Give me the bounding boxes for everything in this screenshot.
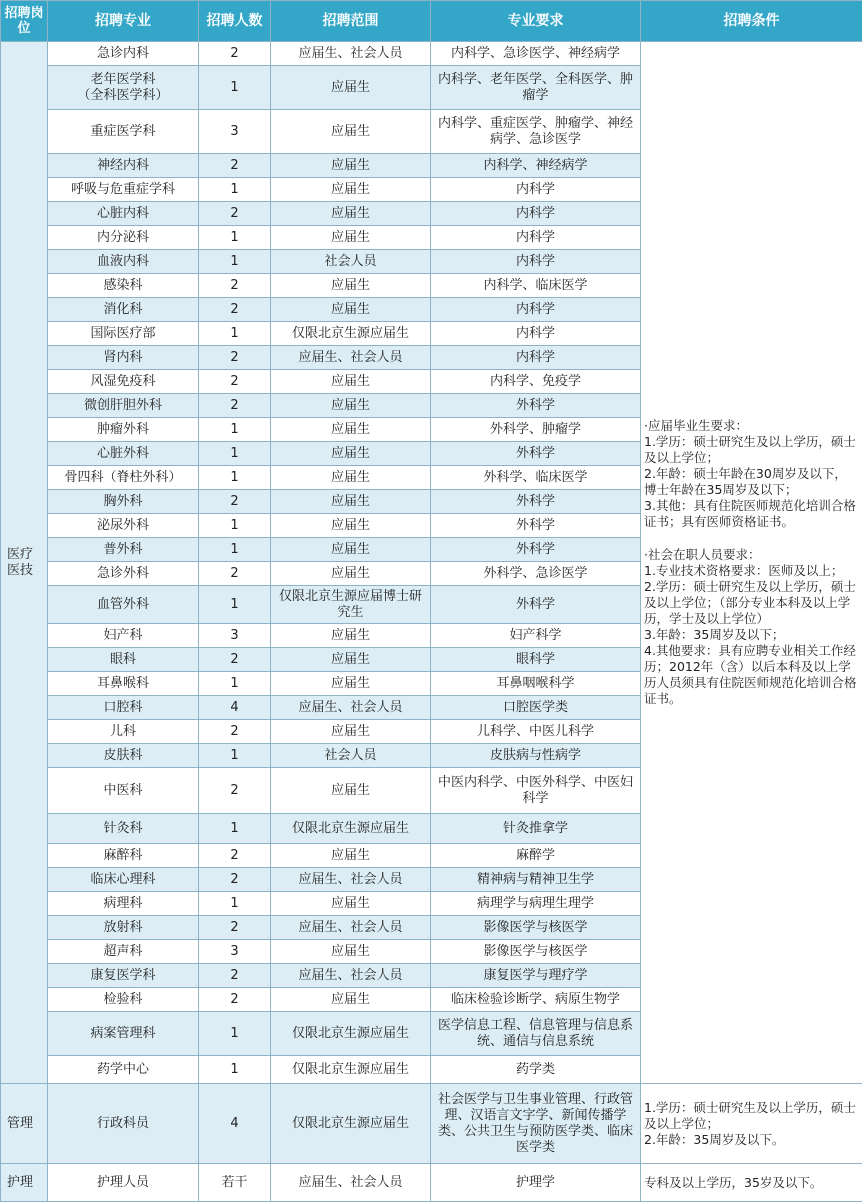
header-position: 招聘岗位	[1, 1, 48, 42]
count-cell: 1	[199, 226, 271, 250]
scope-cell: 应届生、社会人员	[271, 696, 431, 720]
requirement-cell: 外科学	[431, 514, 641, 538]
scope-cell: 应届生	[271, 490, 431, 514]
major-cell: 妇产科	[48, 624, 199, 648]
scope-cell: 应届生	[271, 940, 431, 964]
condition-line: ·应届毕业生要求：	[644, 418, 748, 433]
table-row	[1, 42, 862, 66]
major-cell: 口腔科	[48, 696, 199, 720]
condition-line: 2.年龄：硕士年龄在30周岁及以下，博士年龄在35周岁及以下；	[644, 466, 847, 497]
requirement-cell: 儿科学、中医儿科学	[431, 720, 641, 744]
count-cell: 2	[199, 154, 271, 178]
major-cell: 血液内科	[48, 250, 199, 274]
count-cell: 若干	[199, 1164, 271, 1202]
requirement-cell: 精神病与精神卫生学	[431, 868, 641, 892]
condition-line: 1.学历：硕士研究生及以上学历，硕士及以上学位；	[644, 434, 856, 465]
count-cell: 1	[199, 442, 271, 466]
count-cell: 1	[199, 744, 271, 768]
count-cell: 2	[199, 868, 271, 892]
major-cell: 神经内科	[48, 154, 199, 178]
major-cell: 行政科员	[48, 1084, 199, 1164]
count-cell: 1	[199, 66, 271, 110]
requirement-cell: 外科学、肿瘤学	[431, 418, 641, 442]
requirement-cell: 内科学	[431, 346, 641, 370]
major-cell: 肿瘤外科	[48, 418, 199, 442]
scope-cell: 应届生	[271, 418, 431, 442]
scope-cell: 应届生	[271, 394, 431, 418]
condition-line: 2.学历：硕士研究生及以上学历，硕士及以上学位；（部分专业本科及以上学历，学士及以上学位）	[644, 579, 856, 626]
count-cell: 2	[199, 370, 271, 394]
count-cell: 2	[199, 42, 271, 66]
condition-line: 专科及以上学历，35岁及以下。	[644, 1174, 823, 1190]
requirement-cell: 内科学、神经病学	[431, 154, 641, 178]
requirement-cell: 影像医学与核医学	[431, 916, 641, 940]
requirement-cell: 社会医学与卫生事业管理、行政管理、汉语言文字学、新闻传播学类、公共卫生与预防医学类、临床医学类	[431, 1084, 641, 1164]
scope-cell: 社会人员	[271, 744, 431, 768]
conditions-cell	[641, 1164, 862, 1202]
table-row	[1, 1164, 862, 1202]
scope-cell: 应届生	[271, 538, 431, 562]
condition-line	[644, 530, 859, 547]
major-cell: 药学中心	[48, 1056, 199, 1084]
count-cell: 1	[199, 178, 271, 202]
requirement-cell: 眼科学	[431, 648, 641, 672]
scope-cell: 仅限北京生源应届生	[271, 1012, 431, 1056]
requirement-cell: 内科学	[431, 322, 641, 346]
major-cell: 超声科	[48, 940, 199, 964]
requirement-cell: 皮肤病与性病学	[431, 744, 641, 768]
scope-cell: 应届生	[271, 844, 431, 868]
conditions-cell	[641, 1084, 862, 1164]
major-cell: 风湿免疫科	[48, 370, 199, 394]
count-cell: 2	[199, 916, 271, 940]
major-cell: 泌尿外科	[48, 514, 199, 538]
count-cell: 1	[199, 586, 271, 624]
scope-cell: 仅限北京生源应届生	[271, 1084, 431, 1164]
count-cell: 1	[199, 1056, 271, 1084]
position-category: 护理	[1, 1164, 48, 1202]
scope-cell: 社会人员	[271, 250, 431, 274]
major-cell: 康复医学科	[48, 964, 199, 988]
count-cell: 1	[199, 672, 271, 696]
count-cell: 4	[199, 1084, 271, 1164]
scope-cell: 应届生	[271, 648, 431, 672]
count-cell: 2	[199, 964, 271, 988]
scope-cell: 应届生	[271, 298, 431, 322]
scope-cell: 应届生	[271, 226, 431, 250]
header-count: 招聘人数	[199, 1, 271, 42]
table-row	[1, 1084, 862, 1164]
count-cell: 2	[199, 202, 271, 226]
major-cell: 病案管理科	[48, 1012, 199, 1056]
header-row	[1, 1, 862, 42]
count-cell: 2	[199, 490, 271, 514]
requirement-cell: 内科学	[431, 250, 641, 274]
major-cell: 胸外科	[48, 490, 199, 514]
scope-cell: 应届生	[271, 562, 431, 586]
scope-cell: 仅限北京生源应届生	[271, 322, 431, 346]
count-cell: 3	[199, 624, 271, 648]
scope-cell: 应届生、社会人员	[271, 346, 431, 370]
requirement-cell: 内科学、老年医学、全科医学、肿瘤学	[431, 66, 641, 110]
scope-cell: 应届生	[271, 672, 431, 696]
condition-line: 2.年龄：35周岁及以下。	[644, 1131, 785, 1147]
count-cell: 1	[199, 466, 271, 490]
scope-cell: 应届生	[271, 720, 431, 744]
header-major: 招聘专业	[48, 1, 199, 42]
scope-cell: 应届生	[271, 110, 431, 154]
scope-cell: 应届生	[271, 466, 431, 490]
requirement-cell: 麻醉学	[431, 844, 641, 868]
count-cell: 2	[199, 988, 271, 1012]
requirement-cell: 临床检验诊断学、病原生物学	[431, 988, 641, 1012]
scope-cell: 仅限北京生源应届生	[271, 1056, 431, 1084]
requirement-cell: 护理学	[431, 1164, 641, 1202]
major-cell: 麻醉科	[48, 844, 199, 868]
position-category: 医疗医技	[1, 42, 48, 1084]
major-cell: 消化科	[48, 298, 199, 322]
major-cell: 肾内科	[48, 346, 199, 370]
major-cell: 血管外科	[48, 586, 199, 624]
major-cell: 心脏内科	[48, 202, 199, 226]
condition-line: 1.专业技术资格要求：医师及以上；	[644, 563, 844, 578]
major-cell: 内分泌科	[48, 226, 199, 250]
scope-cell: 应届生	[271, 178, 431, 202]
requirement-cell: 内科学	[431, 202, 641, 226]
major-cell: 针灸科	[48, 814, 199, 844]
major-cell: 微创肝胆外科	[48, 394, 199, 418]
scope-cell: 仅限北京生源应届博士研究生	[271, 586, 431, 624]
scope-cell: 应届生、社会人员	[271, 1164, 431, 1202]
requirement-cell: 医学信息工程、信息管理与信息系统、通信与信息系统	[431, 1012, 641, 1056]
condition-line: ·社会在职人员要求：	[644, 547, 761, 562]
major-cell: 骨四科（脊柱外科）	[48, 466, 199, 490]
major-cell: 耳鼻喉科	[48, 672, 199, 696]
requirement-cell: 内科学、免疫学	[431, 370, 641, 394]
header-scope: 招聘范围	[271, 1, 431, 42]
major-cell: 临床心理科	[48, 868, 199, 892]
requirement-cell: 外科学	[431, 490, 641, 514]
count-cell: 1	[199, 250, 271, 274]
requirement-cell: 外科学	[431, 442, 641, 466]
count-cell: 1	[199, 814, 271, 844]
scope-cell: 应届生、社会人员	[271, 868, 431, 892]
major-cell: 皮肤科	[48, 744, 199, 768]
count-cell: 2	[199, 720, 271, 744]
major-cell: 急诊外科	[48, 562, 199, 586]
requirement-cell: 耳鼻咽喉科学	[431, 672, 641, 696]
position-category: 管理	[1, 1084, 48, 1164]
scope-cell: 应届生	[271, 66, 431, 110]
major-cell: 普外科	[48, 538, 199, 562]
count-cell: 1	[199, 514, 271, 538]
major-cell: 急诊内科	[48, 42, 199, 66]
header-requirement: 专业要求	[431, 1, 641, 42]
count-cell: 1	[199, 322, 271, 346]
major-cell: 病理科	[48, 892, 199, 916]
count-cell: 4	[199, 696, 271, 720]
scope-cell: 应届生、社会人员	[271, 42, 431, 66]
scope-cell: 应届生	[271, 202, 431, 226]
requirement-cell: 康复医学与理疗学	[431, 964, 641, 988]
major-cell: 国际医疗部	[48, 322, 199, 346]
scope-cell: 应届生	[271, 442, 431, 466]
requirement-cell: 影像医学与核医学	[431, 940, 641, 964]
requirement-cell: 内科学、急诊医学、神经病学	[431, 42, 641, 66]
table-body	[1, 42, 862, 1202]
count-cell: 2	[199, 844, 271, 868]
header-conditions: 招聘条件	[641, 1, 862, 42]
scope-cell: 应届生、社会人员	[271, 964, 431, 988]
requirement-cell: 口腔医学类	[431, 696, 641, 720]
scope-cell: 应届生	[271, 768, 431, 814]
scope-cell: 应届生	[271, 892, 431, 916]
major-cell: 护理人员	[48, 1164, 199, 1202]
condition-line: 1.学历：硕士研究生及以上学历，硕士及以上学位；	[644, 1099, 856, 1131]
requirement-cell: 内科学	[431, 226, 641, 250]
scope-cell: 应届生	[271, 274, 431, 298]
major-cell: 儿科	[48, 720, 199, 744]
count-cell: 2	[199, 562, 271, 586]
scope-cell: 仅限北京生源应届生	[271, 814, 431, 844]
requirement-cell: 内科学、临床医学	[431, 274, 641, 298]
requirement-cell: 内科学	[431, 178, 641, 202]
count-cell: 1	[199, 892, 271, 916]
major-cell: 感染科	[48, 274, 199, 298]
scope-cell: 应届生	[271, 988, 431, 1012]
requirement-cell: 病理学与病理生理学	[431, 892, 641, 916]
count-cell: 3	[199, 110, 271, 154]
major-cell: 眼科	[48, 648, 199, 672]
major-cell: 心脏外科	[48, 442, 199, 466]
scope-cell: 应届生	[271, 514, 431, 538]
count-cell: 2	[199, 346, 271, 370]
requirement-cell: 内科学、重症医学、肿瘤学、神经病学、急诊医学	[431, 110, 641, 154]
major-cell: 放射科	[48, 916, 199, 940]
requirement-cell: 外科学	[431, 538, 641, 562]
scope-cell: 应届生	[271, 370, 431, 394]
requirement-cell: 中医内科学、中医外科学、中医妇科学	[431, 768, 641, 814]
count-cell: 1	[199, 1012, 271, 1056]
major-cell: 重症医学科	[48, 110, 199, 154]
requirement-cell: 内科学	[431, 298, 641, 322]
major-cell: 中医科	[48, 768, 199, 814]
count-cell: 2	[199, 298, 271, 322]
count-cell: 1	[199, 538, 271, 562]
scope-cell: 应届生、社会人员	[271, 916, 431, 940]
condition-line: 3.年龄：35周岁及以下；	[644, 627, 785, 642]
major-cell: 老年医学科 （全科医学科）	[48, 66, 199, 110]
count-cell: 2	[199, 274, 271, 298]
major-cell: 检验科	[48, 988, 199, 1012]
count-cell: 3	[199, 940, 271, 964]
requirement-cell: 妇产科学	[431, 624, 641, 648]
conditions-cell	[641, 42, 862, 1084]
major-cell: 呼吸与危重症学科	[48, 178, 199, 202]
requirement-cell: 药学类	[431, 1056, 641, 1084]
requirement-cell: 外科学、急诊医学	[431, 562, 641, 586]
requirement-cell: 外科学	[431, 586, 641, 624]
requirement-cell: 外科学	[431, 394, 641, 418]
scope-cell: 应届生	[271, 624, 431, 648]
count-cell: 2	[199, 394, 271, 418]
count-cell: 2	[199, 648, 271, 672]
count-cell: 1	[199, 418, 271, 442]
requirement-cell: 针灸推拿学	[431, 814, 641, 844]
scope-cell: 应届生	[271, 154, 431, 178]
requirement-cell: 外科学、临床医学	[431, 466, 641, 490]
condition-line: 3.其他：具有住院医师规范化培训合格证书；具有医师资格证书。	[644, 498, 856, 529]
condition-line: 4.其他要求：具有应聘专业相关工作经历；2012年（含）以后本科及以上学历人员须具有住院医师规范化培训合格证书。	[644, 643, 857, 706]
count-cell: 2	[199, 768, 271, 814]
